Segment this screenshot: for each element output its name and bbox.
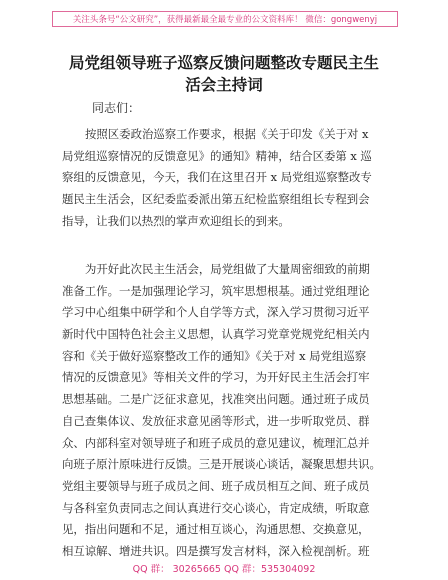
paragraph-line: 局党组巡察情况的反馈意见》的通知》精神，结合区委第 x 巡 (62, 148, 372, 163)
paragraph-line: 向班子原汁原味进行反馈。三是开展谈心谈话，凝聚思想共识。 (62, 457, 381, 472)
paragraph-line: 新时代中国特色社会主义思想，认真学习党章党规党纪相关内 (62, 327, 370, 342)
paragraph-line: 察组的反馈意见，今天，我们在这里召开 x 局党组巡察整改专 (62, 170, 372, 185)
paragraph-line: 众、内部科室对领导班子和班子成员的意见建议，梳理汇总并 (62, 435, 370, 450)
paragraph-line: 指导，让我们以热烈的掌声欢迎组长的到来。 (62, 213, 290, 228)
body-paragraph (62, 124, 390, 232)
document-title (40, 52, 408, 96)
paragraph-line: 见，指出问题和不足，通过相互谈心，沟通思想、交换意见， (62, 522, 370, 537)
title-line: 局党组领导班子巡察反馈问题整改专题民主生 (68, 54, 379, 72)
footer (0, 560, 448, 580)
title-line: 活会主持词 (185, 76, 263, 94)
paragraph-line: 按照区委政治巡察工作要求，根据《关于印发《关于对 x (85, 127, 369, 141)
paragraph-line: 与各科室负责同志之间认真进行交心谈心，肯定成绩，听取意 (62, 500, 370, 515)
footer-contact: QQ 群： 30265665 QQ 群：535304092 (132, 564, 316, 575)
body-paragraph (62, 259, 390, 563)
paragraph-line: 学习中心组集中研学和个人自学等方式，深入学习贯彻习近平 (62, 305, 370, 320)
header-banner (0, 0, 448, 40)
paragraph-line: 情况的反馈意见》等相关文件的学习，为开好民主生活会打牢 (62, 370, 370, 385)
paragraph-line: 容和《关于做好巡察整改工作的通知》《关于对 x 局党组巡察 (62, 348, 367, 363)
paragraph-line: 题民主生活会，区纪委监委派出第五纪检监察组组长专程到会 (62, 192, 370, 207)
paragraph-line: 自己查集体议、发放征求意见函等形式，进一步听取党员、群 (62, 413, 370, 428)
header-notice: 关注头条号“公文研究”，获得最新最全最专业的公文资料库！ 微信：gongwenyj (52, 11, 398, 27)
paragraph-line: 思想基础。二是广泛征求意见，找准突出问题。通过班子成员 (62, 392, 370, 407)
salutation: 同志们： (92, 101, 141, 115)
paragraph-line: 相互谅解、增进共识。四是撰写发言材料，深入检视剖析。班 (62, 543, 370, 558)
paragraph-line: 准备工作。一是加强理论学习，筑牢思想根基。通过党组理论 (62, 283, 370, 298)
paragraph-line: 为开好此次民主生活会，局党组做了大量周密细致的前期 (85, 262, 370, 276)
paragraph-line: 党组主要领导与班子成员之间、班子成员相互之间、班子成员 (62, 478, 370, 493)
